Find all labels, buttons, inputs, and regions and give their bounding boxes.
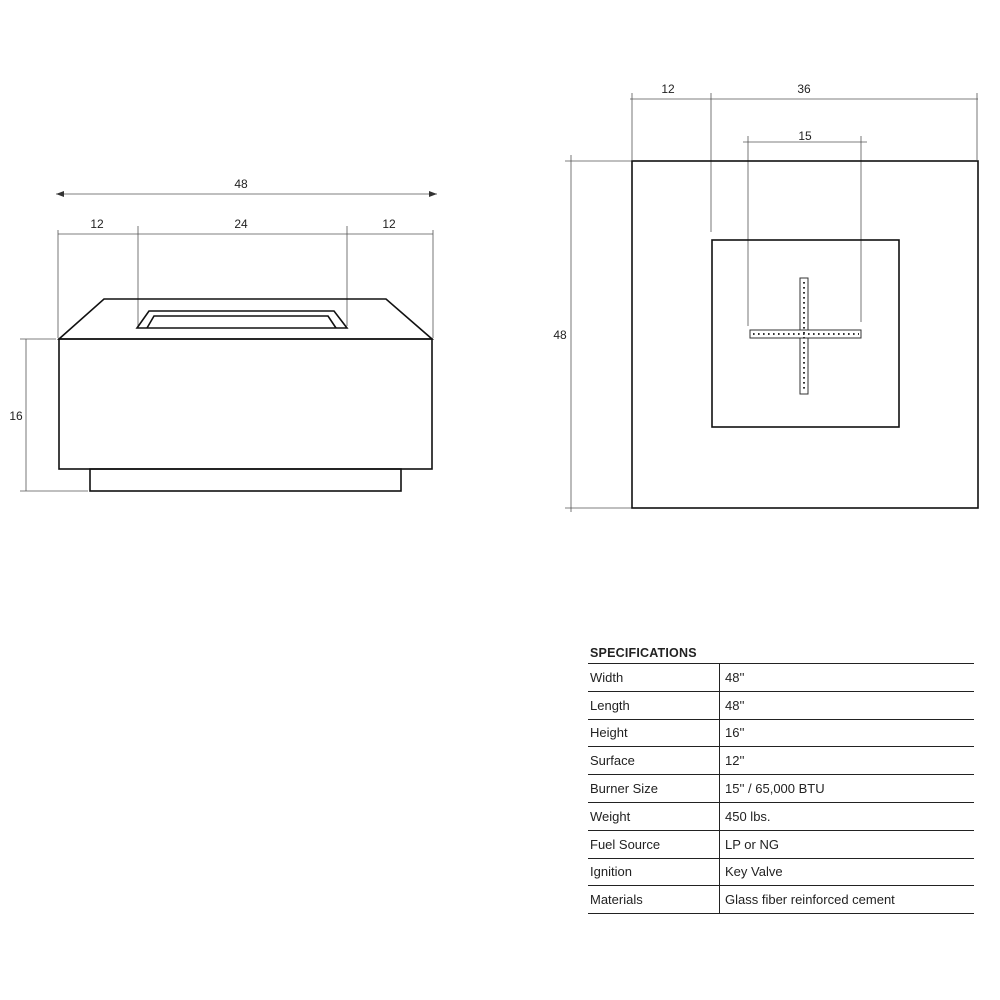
burner-label: 15 xyxy=(798,129,812,143)
spec-label: Width xyxy=(588,664,720,691)
spec-label: Burner Size xyxy=(588,775,720,803)
spec-label: Height xyxy=(588,719,720,747)
spec-value: 48'' xyxy=(720,691,975,719)
spec-row xyxy=(588,802,974,830)
spec-label: Fuel Source xyxy=(588,830,720,858)
spec-value: 450 lbs. xyxy=(720,802,975,830)
left-margin-label: 12 xyxy=(90,217,104,231)
spec-value: 48'' xyxy=(720,664,975,691)
overall-width-label: 48 xyxy=(234,177,248,191)
spec-value: Key Valve xyxy=(720,858,975,886)
spec-label: Surface xyxy=(588,747,720,775)
spec-value: 16'' xyxy=(720,719,975,747)
height-label: 16 xyxy=(9,409,23,423)
burner-opening-outer xyxy=(137,311,347,328)
spec-row xyxy=(588,775,974,803)
overall-label: 48 xyxy=(553,328,567,342)
spec-row xyxy=(588,858,974,886)
spec-value: 15'' / 65,000 BTU xyxy=(720,775,975,803)
spec-label: Length xyxy=(588,691,720,719)
spec-row xyxy=(588,830,974,858)
inner-label: 36 xyxy=(797,82,811,96)
spec-row xyxy=(588,719,974,747)
spec-value: LP or NG xyxy=(720,830,975,858)
spec-row xyxy=(588,747,974,775)
table-base xyxy=(90,469,401,491)
spec-label: Weight xyxy=(588,802,720,830)
spec-value: Glass fiber reinforced cement xyxy=(720,886,975,914)
spec-value: 12'' xyxy=(720,747,975,775)
table-top-surface xyxy=(59,299,432,339)
right-margin-label: 12 xyxy=(382,217,396,231)
spec-row xyxy=(588,691,974,719)
burner-opening-inner xyxy=(147,316,336,328)
margin-label: 12 xyxy=(661,82,675,96)
front-view xyxy=(9,177,437,491)
specifications-rows xyxy=(588,664,974,914)
table-body xyxy=(59,339,432,469)
specifications-title: SPECIFICATIONS xyxy=(588,643,974,664)
spec-row xyxy=(588,664,974,691)
cross-burner xyxy=(750,278,861,394)
top-view xyxy=(553,82,978,512)
spec-label: Ignition xyxy=(588,858,720,886)
spec-label: Materials xyxy=(588,886,720,914)
opening-label: 24 xyxy=(234,217,248,231)
spec-row xyxy=(588,886,974,914)
specifications-table xyxy=(588,643,974,914)
